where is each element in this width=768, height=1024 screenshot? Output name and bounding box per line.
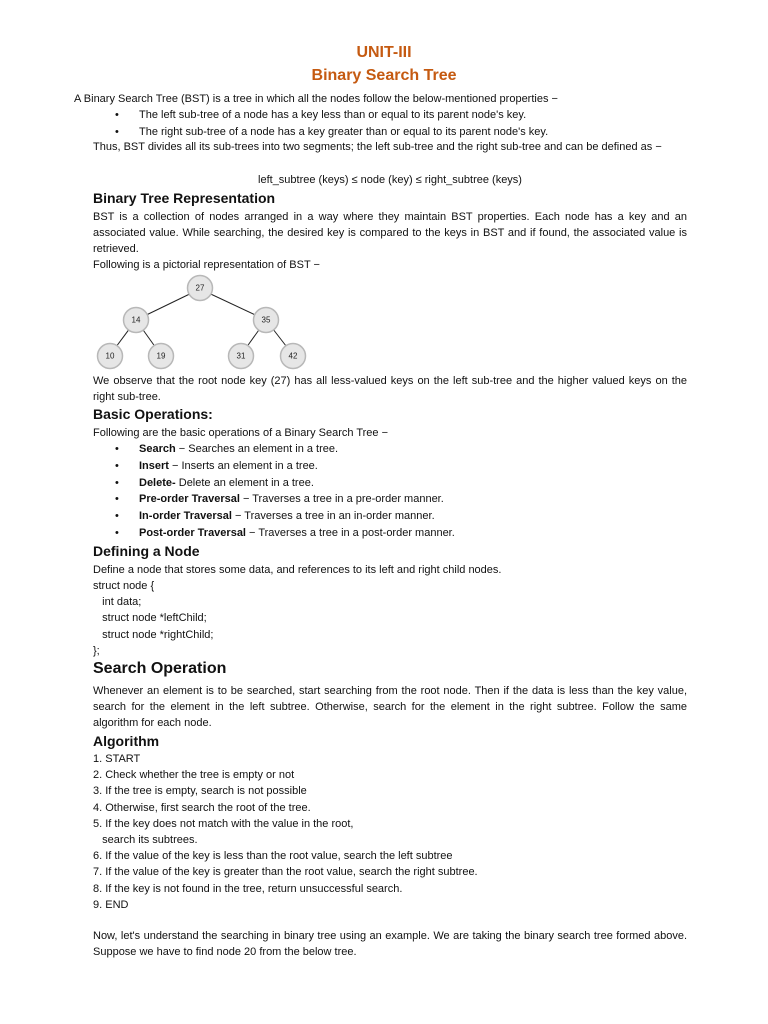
operation-term: Search	[139, 443, 176, 455]
algorithm-step: 3. If the tree is empty, search is not possible	[93, 785, 307, 798]
operations-list	[115, 441, 455, 542]
bst-formula: left_subtree (keys) ≤ node (key) ≤ right_subtree (keys)	[258, 174, 522, 186]
code-line: struct node *leftChild;	[93, 612, 207, 625]
algorithm-step: 1. START	[93, 753, 141, 765]
algorithm-step: 8. If the key is not found in the tree, return unsuccessful search.	[93, 882, 403, 895]
section-heading-algorithm: Algorithm	[93, 733, 160, 749]
list-item	[115, 491, 455, 508]
properties-list	[115, 107, 548, 141]
operation-term: Delete-	[139, 476, 176, 489]
code-line: int data;	[93, 596, 142, 609]
tree-node-label: 35	[261, 315, 271, 325]
tree-node-label: 42	[288, 351, 298, 361]
search-text: Whenever an element is to be searched, start searching from the root node. Then if the data is less than the key value, search for the element in the left subtree. Otherwise, search for the element in the right subtree. Follow the same algorithm for each node.	[93, 685, 687, 729]
algorithm-step: 6. If the value of the key is less than the root value, search the left subtree	[93, 850, 453, 863]
algorithm-step: 5. If the key does not match with the value in the root,	[93, 817, 354, 830]
list-item	[115, 441, 455, 458]
tree-caption: Following is a pictorial representation of BST −	[93, 259, 320, 271]
representation-text: BST is a collection of nodes arranged in a way where they maintain BST properties. Each node has a key and an associated value. While searching, the desired key is compared to the keys in BST and if found, the associated value is retrieved.	[93, 211, 687, 255]
list-item	[115, 525, 455, 542]
operation-term: Insert	[139, 459, 169, 472]
node-code	[93, 578, 213, 659]
code-line: };	[93, 644, 100, 657]
intro-text: A Binary Search Tree (BST) is a tree in which all the nodes follow the below-mentioned properties −	[74, 93, 558, 105]
algorithm-step: 4. Otherwise, first search the root of the tree.	[93, 801, 311, 814]
algorithm-step: 7. If the value of the key is greater than the root value, search the right subtree.	[93, 866, 478, 879]
section-heading-operations: Basic Operations:	[93, 406, 213, 422]
section-heading-representation: Binary Tree Representation	[93, 190, 276, 206]
section-heading-search: Search Operation	[93, 660, 227, 677]
operation-desc: − Traverses a tree in an in-order manner.	[231, 510, 435, 523]
algorithm-step: 2. Check whether the tree is empty or not	[93, 769, 295, 782]
list-item: • The right sub-tree of a node has a key greater than or equal to its parent node's key.	[115, 124, 548, 141]
algorithm-step: 9. END	[93, 898, 129, 911]
tree-observation: We observe that the root node key (27) has all less-valued keys on the left sub-tree and the higher valued keys on the right sub-tree.	[93, 375, 687, 403]
operation-desc: − Traverses a tree in a post-order manner.	[246, 526, 455, 539]
code-line: struct node *rightChild;	[93, 628, 214, 641]
operation-desc: − Traverses a tree in a pre-order manner.	[239, 493, 444, 506]
algorithm-outro: Now, let's understand the searching in binary tree using an example. We are taking the binary search tree formed above. Suppose we have to find node 20 from the below tree.	[93, 930, 687, 958]
page-title: Binary Search Tree	[311, 67, 457, 84]
intro-summary: Thus, BST divides all its sub-trees into two segments; the left sub-tree and the right sub-tree and can be defined as −	[93, 141, 662, 153]
section-heading-node: Defining a Node	[93, 543, 200, 559]
tree-node-label: 10	[105, 351, 115, 361]
operation-term: In-order Traversal	[139, 510, 232, 523]
operation-term: Pre-order Traversal	[139, 493, 240, 506]
operation-desc: − Searches an element in a tree.	[175, 443, 339, 455]
tree-node-label: 31	[236, 351, 246, 361]
algorithm-steps	[93, 751, 478, 913]
list-item	[115, 458, 455, 475]
tree-node-label: 14	[131, 315, 141, 325]
operation-term: Post-order Traversal	[139, 526, 246, 539]
tree-node-label: 19	[156, 351, 166, 361]
bst-diagram	[90, 272, 320, 376]
node-text: Define a node that stores some data, and references to its left and right child nodes.	[93, 564, 502, 576]
algorithm-step: search its subtrees.	[93, 833, 198, 846]
code-line: struct node {	[93, 580, 155, 592]
list-item	[115, 508, 455, 525]
operations-intro: Following are the basic operations of a Binary Search Tree −	[93, 427, 389, 439]
list-item	[115, 475, 455, 492]
unit-heading: UNIT-III	[356, 44, 412, 61]
operation-desc: Delete an element in a tree.	[175, 476, 314, 489]
list-item: • The left sub-tree of a node has a key less than or equal to its parent node's key.	[115, 107, 548, 124]
tree-node-label: 27	[195, 283, 205, 293]
operation-desc: − Inserts an element in a tree.	[168, 459, 318, 472]
